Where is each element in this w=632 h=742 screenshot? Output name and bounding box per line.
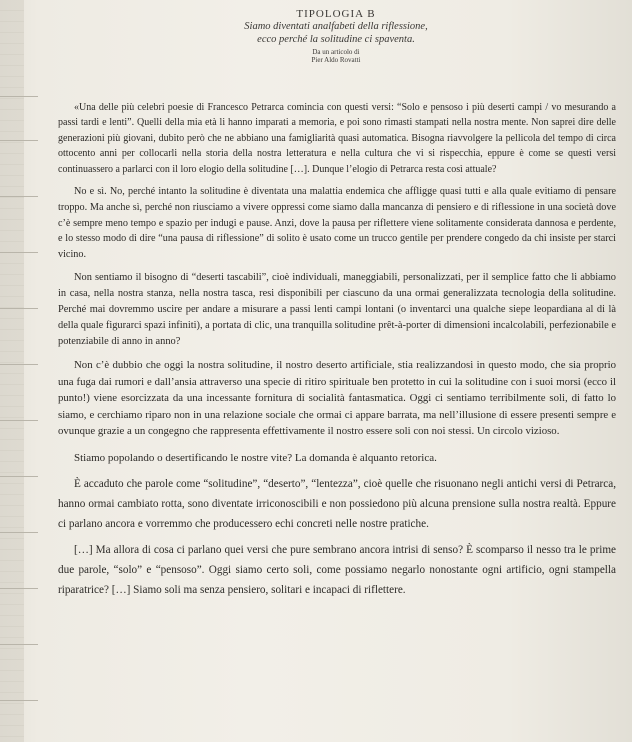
margin-rule: [0, 644, 38, 645]
margin-rule: [0, 532, 38, 533]
margin-rule: [0, 140, 38, 141]
page-binding-edge: [0, 0, 24, 742]
paragraph-5: Stiamo popolando o desertificando le nostre vite? La domanda è alquanto retorica.: [74, 451, 437, 464]
margin-rule: [0, 96, 38, 97]
paragraph-6: È accaduto che parole come “solitudine”, “deserto”, “lentezza”, cioè quelle che risuonano negli antichi versi di Petrarca, hanno ormai cambiato rotta, sono diventate irriconoscibili e non possiedono più alcuna prensione sulla nostra realtà. Eppure ci parlano ancora e vorremmo che producessero echi concreti nelle nostre pratiche.: [58, 477, 616, 530]
paragraph-3: Non sentiamo il bisogno di “deserti tascabili”, cioè individuali, maneggiabili, personalizzati, per il semplice fatto che li abbiamo in casa, nella nostra stanza, nella nostra tasca, resi disponibili per ciascuno da una ormai generalizzata tecnologia della solitudine. Perché mai dovremmo uscire per andare a misurare a passi lenti campi lontani (o inventarci una qualche siepe leopardiana al di là della quale figurarci spazi infiniti), a portata di clic, una tranquilla solitudine prêt-à-porter di dimensioni incalcolabili, perfezionabile e potenziabile di anno in anno?: [58, 272, 616, 348]
typology-heading: TIPOLOGIA B: [296, 8, 376, 20]
page-header: [0, 8, 632, 64]
margin-rule: [0, 476, 38, 477]
author-name: Pier Aldo Rovatti: [311, 56, 361, 64]
article-title-line-1: Siamo diventati analfabeti della riflessione,: [244, 21, 428, 32]
margin-rule: [0, 308, 38, 309]
credit-line-1: Da un articolo di: [312, 48, 360, 56]
margin-rule: [0, 196, 38, 197]
article-body: [58, 100, 616, 600]
margin-rule: [0, 252, 38, 253]
margin-rule: [0, 588, 38, 589]
paragraph-2: No e sì. No, perché intanto la solitudine è diventata una malattia endemica che affligge quasi tutti e alla quale evitiamo di pensare troppo. Ma anche sì, perché non riusciamo a vivere oppressi come siamo dalla mancanza di pensiero e di riflessione in una società dove c’è sempre meno tempo e spazio per indugi e pause. Anzi, dove la pausa per riflettere viene solitamente considerata dannosa e perdente, e lo stesso modo di dire “una pausa di riflessione” di solito è usato come un trucco gentile per prendere congedo da chi insiste per starci vicino.: [58, 186, 616, 261]
paragraph-7: […] Ma allora di cosa ci parlano quei versi che pure sembrano ancora intrisi di senso? È scomparso il nesso tra le prime due parole, “solo” e “pensoso”. Oggi siamo certo soli, come possiamo negarlo nonostante ogni artificio, ogni stampella riparatrice? […] Siamo soli ma senza pensiero, solitari e incapaci di riflettere.: [58, 543, 616, 596]
article-title-line-2: ecco perché la solitudine ci spaventa.: [257, 34, 415, 45]
paragraph-4: Non c’è dubbio che oggi la nostra solitudine, il nostro deserto artificiale, stia realizzandosi in questo modo, che sia proprio una fuga dai rumori e dall’ansia attraverso una specie di ritiro spirituale ben protetto in cui la solitudine con i suoi morsi (ecco il punto!) viene esorcizzata da una incessante fornitura di socialità fantasmatica. Oggi ci sentiamo terribilmente soli, di fatto lo siamo, e cerchiamo riparo non in una relazione sociale che ormai ci appare barrata, ma nell’illusione di essere presenti sempre e ovunque grazie a un congegno che rappresenta effettivamente il nostro essere soli con noi stessi. Un circolo vizioso.: [58, 359, 616, 438]
margin-rule: [0, 420, 38, 421]
paragraph-1: «Una delle più celebri poesie di Francesco Petrarca comincia con questi versi: “Solo e pensoso i più deserti campi / vo mesurando a passi tardi e lenti”. Quelli della mia età li hanno imparati a memoria, e poi sono rimasti stampati nella nostra mente. Non saprei dire delle generazioni più giovani, dubito però che ne abbiano una famigliarità quasi automatica. Bisogna riavvolgere la pellicola del tempo di circa ottocento anni per collocarli nella storia della nostra letteratura e nella cultura che vi si rispecchia, eppure è come se questi versi continuassero a parlarci con il loro elogio della solitudine […]. Dunque l’elogio di Petrarca resta così attuale?: [58, 102, 616, 175]
margin-rule: [0, 700, 38, 701]
margin-rule: [0, 364, 38, 365]
